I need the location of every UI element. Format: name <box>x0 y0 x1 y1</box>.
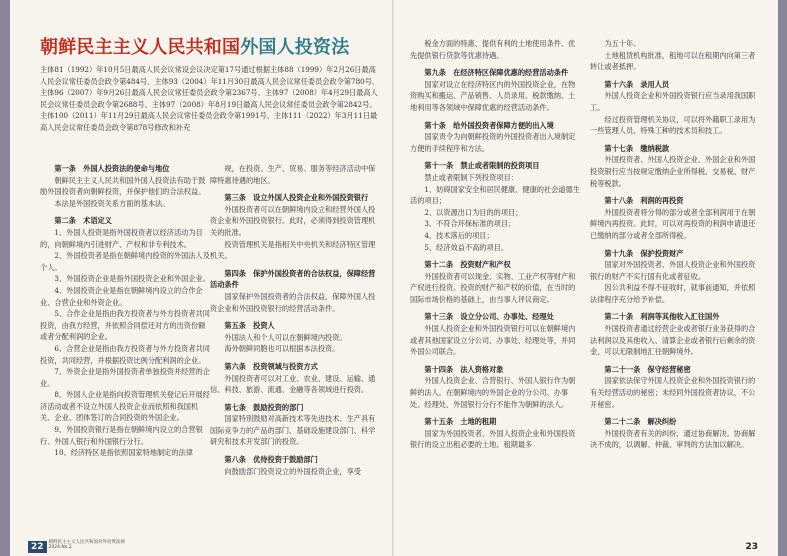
paragraph: 外国人投资企业和外国投资银行应当录用我国职工。 <box>590 91 756 112</box>
right-column-2 <box>590 38 760 451</box>
paragraph: 海外朝鲜同胞也可以根据本法投资。 <box>224 344 340 354</box>
paragraph: 9、外国投资银行是指在朝鲜境内设立的合营银行、外国人银行和外国银行分行。 <box>40 425 203 446</box>
article-heading: 第九条 在经济特区保障优惠的经营活动条件 <box>424 68 569 78</box>
law-history-note: 主体81（1992）年10月5日最高人民会议常设会议决定第17号通过根据主体88（1999）年2月26日最高人民会议常任委员会政令第484号、主体93（2004）年11月30日最高人民会议常任委员会政令第780号、主体96（2007）年9月26日最高人民会议常任委员会政令第2367号、主体97（2008）年4月29日最高人民会议常任委员会政令第2688号、主体97（2008）年8月19日最高人民会议常任委员会政令第2842号、主体100（2011）年11月29日最高人民会议常任委员会政令第1991号、主体111（2022）年3月11日最高人民会议常任委员会政令第878号修改和补充 <box>40 65 380 132</box>
paragraph: 国家责令为向朝鲜投资的外国投资者出入境制定方便的手续程序和方法。 <box>410 132 576 153</box>
paragraph: 国家特别鼓励对高新技术等先进技术、生产具有国际竞争力的产品的部门、基础设施建设部门、科学研究和技术开发部门的投资。 <box>210 414 376 447</box>
paragraph: 禁止或者限制下列投资项目： <box>424 172 518 182</box>
article-heading: 第十四条 法人资格对象 <box>424 364 504 374</box>
paragraph: 1、妨碍国家安全和居民健康、健康的社会道德生活的项目； <box>410 184 580 206</box>
paragraph: 国家对设立在经济特区内的外国投资企业，在物资购买和搬运、产品销售、人员录用、税款缴纳、土地利用等各领域中保障优惠的经营活动条件。 <box>410 79 576 112</box>
article-heading: 第十六条 录用人员 <box>604 79 670 89</box>
paragraph: 3、不符合环保标准的项目； <box>424 219 516 229</box>
paragraph: 税金方面的特惠、提供有利的土地使用条件、优先提供银行贷款等优惠待遇。 <box>410 39 576 60</box>
paragraph: 4、技术落后的项目； <box>424 230 494 240</box>
left-page <box>10 0 393 556</box>
paragraph: 因公共利益不得不征收时，就事前通知，并依照法律程序充分给予补偿。 <box>590 283 756 304</box>
article-heading: 第二十条 利润等其他收入汇往国外 <box>604 312 720 322</box>
article-heading: 第二十二条 解决纠纷 <box>604 417 677 427</box>
paragraph: 国家保护外国投资者的合法权益，保障外国人投资企业和外国投资银行的经营活动条件。 <box>210 291 376 313</box>
right-page <box>394 0 778 556</box>
paragraph: 投资管理机关是指相关中央机关和经济特区管理机关。 <box>210 239 376 261</box>
article-heading: 第五条 投资人 <box>224 321 275 331</box>
article-heading: 第七条 鼓励投资的部门 <box>224 402 304 412</box>
article-heading: 第八条 优待投资于鼓励部门 <box>224 455 318 465</box>
paragraph: 本法是外国投资关系方面的基本法。 <box>54 198 170 208</box>
paragraph: 国家对外国投资者、外国人投资企业和外国投资银行的财产不实行国有化或者征收。 <box>590 260 756 281</box>
paragraph: 5、经济效益不高的项目。 <box>424 242 509 252</box>
article-heading: 第三条 设立外国人投资企业和外国投资银行 <box>224 193 369 203</box>
article-title <box>40 33 349 59</box>
paragraph: 10、经济特区是指依照国家特地制定的法律 <box>54 448 193 458</box>
journal-name: 朝鲜民主主义人民共和国对外投资法规 <box>48 539 126 545</box>
journal-info <box>49 540 126 550</box>
title-part1: 朝鲜民主主义人民共和国 <box>40 37 241 58</box>
journal-issue: 2024.No.2 <box>48 544 72 550</box>
paragraph: 2、以资源出口为目的的项目； <box>424 207 523 217</box>
article-heading: 第十三条 设立分公司、办事处、经理处 <box>424 312 554 322</box>
paragraph: 2、外国投资者是指在朝鲜境内投资的外国法人及个人。 <box>40 251 210 272</box>
article-heading: 第十二条 投资财产和产权 <box>424 260 511 270</box>
paragraph: 外国投资者可以在朝鲜境内设立和经营外国人投资企业和外国投资银行。此时，必须得到投资管理机关的批准。 <box>210 204 376 237</box>
title-part2: 外国人投资法 <box>240 37 350 58</box>
paragraph: 8、外国人企业是指向投资管理机关登记后开展经济活动或者不设立外国人投资企业而依照和我国机关、企业、团体签订的合同投资的外国企业。 <box>40 390 210 423</box>
paragraph: 向鼓励部门投资设立的外国投资企业，享受 <box>224 466 361 476</box>
paragraph: 4、外国投资企业是指在朝鲜境内设立的合作企业、合营企业和外资企业。 <box>40 285 203 307</box>
paragraph: 朝鲜民主主义人民共和国外国人投资法有助于鼓励外国投资者向朝鲜投资，并保护他们的合法权益。 <box>40 175 206 197</box>
paragraph: 外国投资者通过经营企业或者银行业务获得的合法利润以及其他收入、清算企业或者银行后剩余的资金，可以无限制地汇往朝鲜境外。 <box>590 324 756 357</box>
paragraph: 外国投资者可以对工业、农业、建设、运输、通信、科技、旅游、流通、金融等各领域进行投资。 <box>210 373 376 395</box>
paragraph: 国家为外国投资者、外国人投资企业和外国投资银行的设立出租必要的土地。租期最多 <box>410 428 576 450</box>
article-heading: 第十条 给外国投资者保障方便的出入境 <box>424 120 554 130</box>
right-page-number: 23 <box>745 542 758 552</box>
article-heading: 第二条 术语定义 <box>54 216 112 226</box>
left-column-2 <box>210 163 380 477</box>
paragraph: 1、外国人投资是指外国投资者以经济活动为目的，向朝鲜境内引进财产、产权和非专利技术。 <box>40 227 203 249</box>
article-heading: 第一条 外国人投资法的使命与地位 <box>54 164 170 173</box>
paragraph: 7、外资企业是指外国投资者单独投资并经营的企业。 <box>40 367 210 388</box>
paragraph: 外国人投资企业、合营银行、外国人银行作为朝鲜的法人。在朝鲜境内的外国企业的分公司、办事处、经理处、外国银行分行不能作为朝鲜的法人。 <box>410 376 576 409</box>
paragraph: 外国投资者将分得的部分或者全部利润用于在朝鲜境内再投资。此时，可以对再投资的利润申请退还已缴纳的部分或者全部所得税。 <box>590 207 756 240</box>
article-heading: 第十七条 缴纳税款 <box>604 143 670 153</box>
article-heading: 第六条 投资领域与投资方式 <box>224 361 318 371</box>
paragraph: 土地租赁机构批准，租地可以在租期内向第三者转让或者抵押。 <box>590 50 756 72</box>
article-heading: 第四条 保护外国投资者的合法权益，保障经营活动条件 <box>210 268 376 290</box>
article-heading: 第二十一条 保守经营秘密 <box>604 364 691 374</box>
left-page-number: 22 <box>28 541 47 553</box>
paragraph: 6、合营企业是指由我方投资者与外方投资者共同投资，共同经营，并根据投资比例分配利润的企业。 <box>40 343 210 365</box>
paragraph: 外国投资者可以现金、实物、工业产权等财产和产权进行投资。投资的财产和产权的价值，在当时的国际市场价格的基础上，由当事人评议商定。 <box>410 271 576 304</box>
article-heading: 第十九条 保护投资财产 <box>604 248 684 258</box>
article-heading: 第十一条 禁止或者限制的投资项目 <box>424 161 540 171</box>
paragraph: 为五十年。 <box>604 39 641 48</box>
paragraph: 外国投资者有关的纠纷，通过协商解决。协商解决不成的，以调解、仲裁、审判的方法加以解决。 <box>590 428 756 450</box>
paragraph: 国家依法保守外国人投资企业和外国投资银行的有关经营活动的秘密；未经同外国投资者协议，不公开秘密。 <box>590 376 756 409</box>
paragraph: 3、外国投资企业是指外国投资企业和外国企业。 <box>54 274 210 284</box>
paragraph: 外国人投资企业和外国投资银行可以在朝鲜境内或者其他国家设立分公司、办事处、经理处等，并同外国公司联合。 <box>410 324 576 357</box>
paragraph: 经过投资管理机关协议，可以将外籍职工录用为一些管理人员、特殊工种的技术员和技工。 <box>590 114 756 136</box>
left-column-1 <box>40 163 210 459</box>
paragraph: 规，在投资、生产、贸易、服务等经济活动中保障特惠待遇的地区。 <box>210 164 376 185</box>
article-heading: 第十五条 土地的租期 <box>424 417 497 427</box>
paragraph: 外国法人和个人可以在朝鲜境内投资。 <box>224 332 347 342</box>
paragraph: 外国投资者、外国人投资企业、外国企业和外国投资银行应当按规定缴纳企业所得税、交易税、财产税等税款。 <box>590 155 756 188</box>
right-column-1 <box>410 38 580 451</box>
right-footer <box>745 534 758 553</box>
paragraph: 5、合作企业是指由我方投资者与外方投资者共同投资，由我方经营，并依照合同偿还对方的出资份额或者分配利润的企业。 <box>40 309 210 342</box>
article-heading: 第十八条 利润的再投资 <box>604 196 684 206</box>
left-footer <box>28 534 125 553</box>
